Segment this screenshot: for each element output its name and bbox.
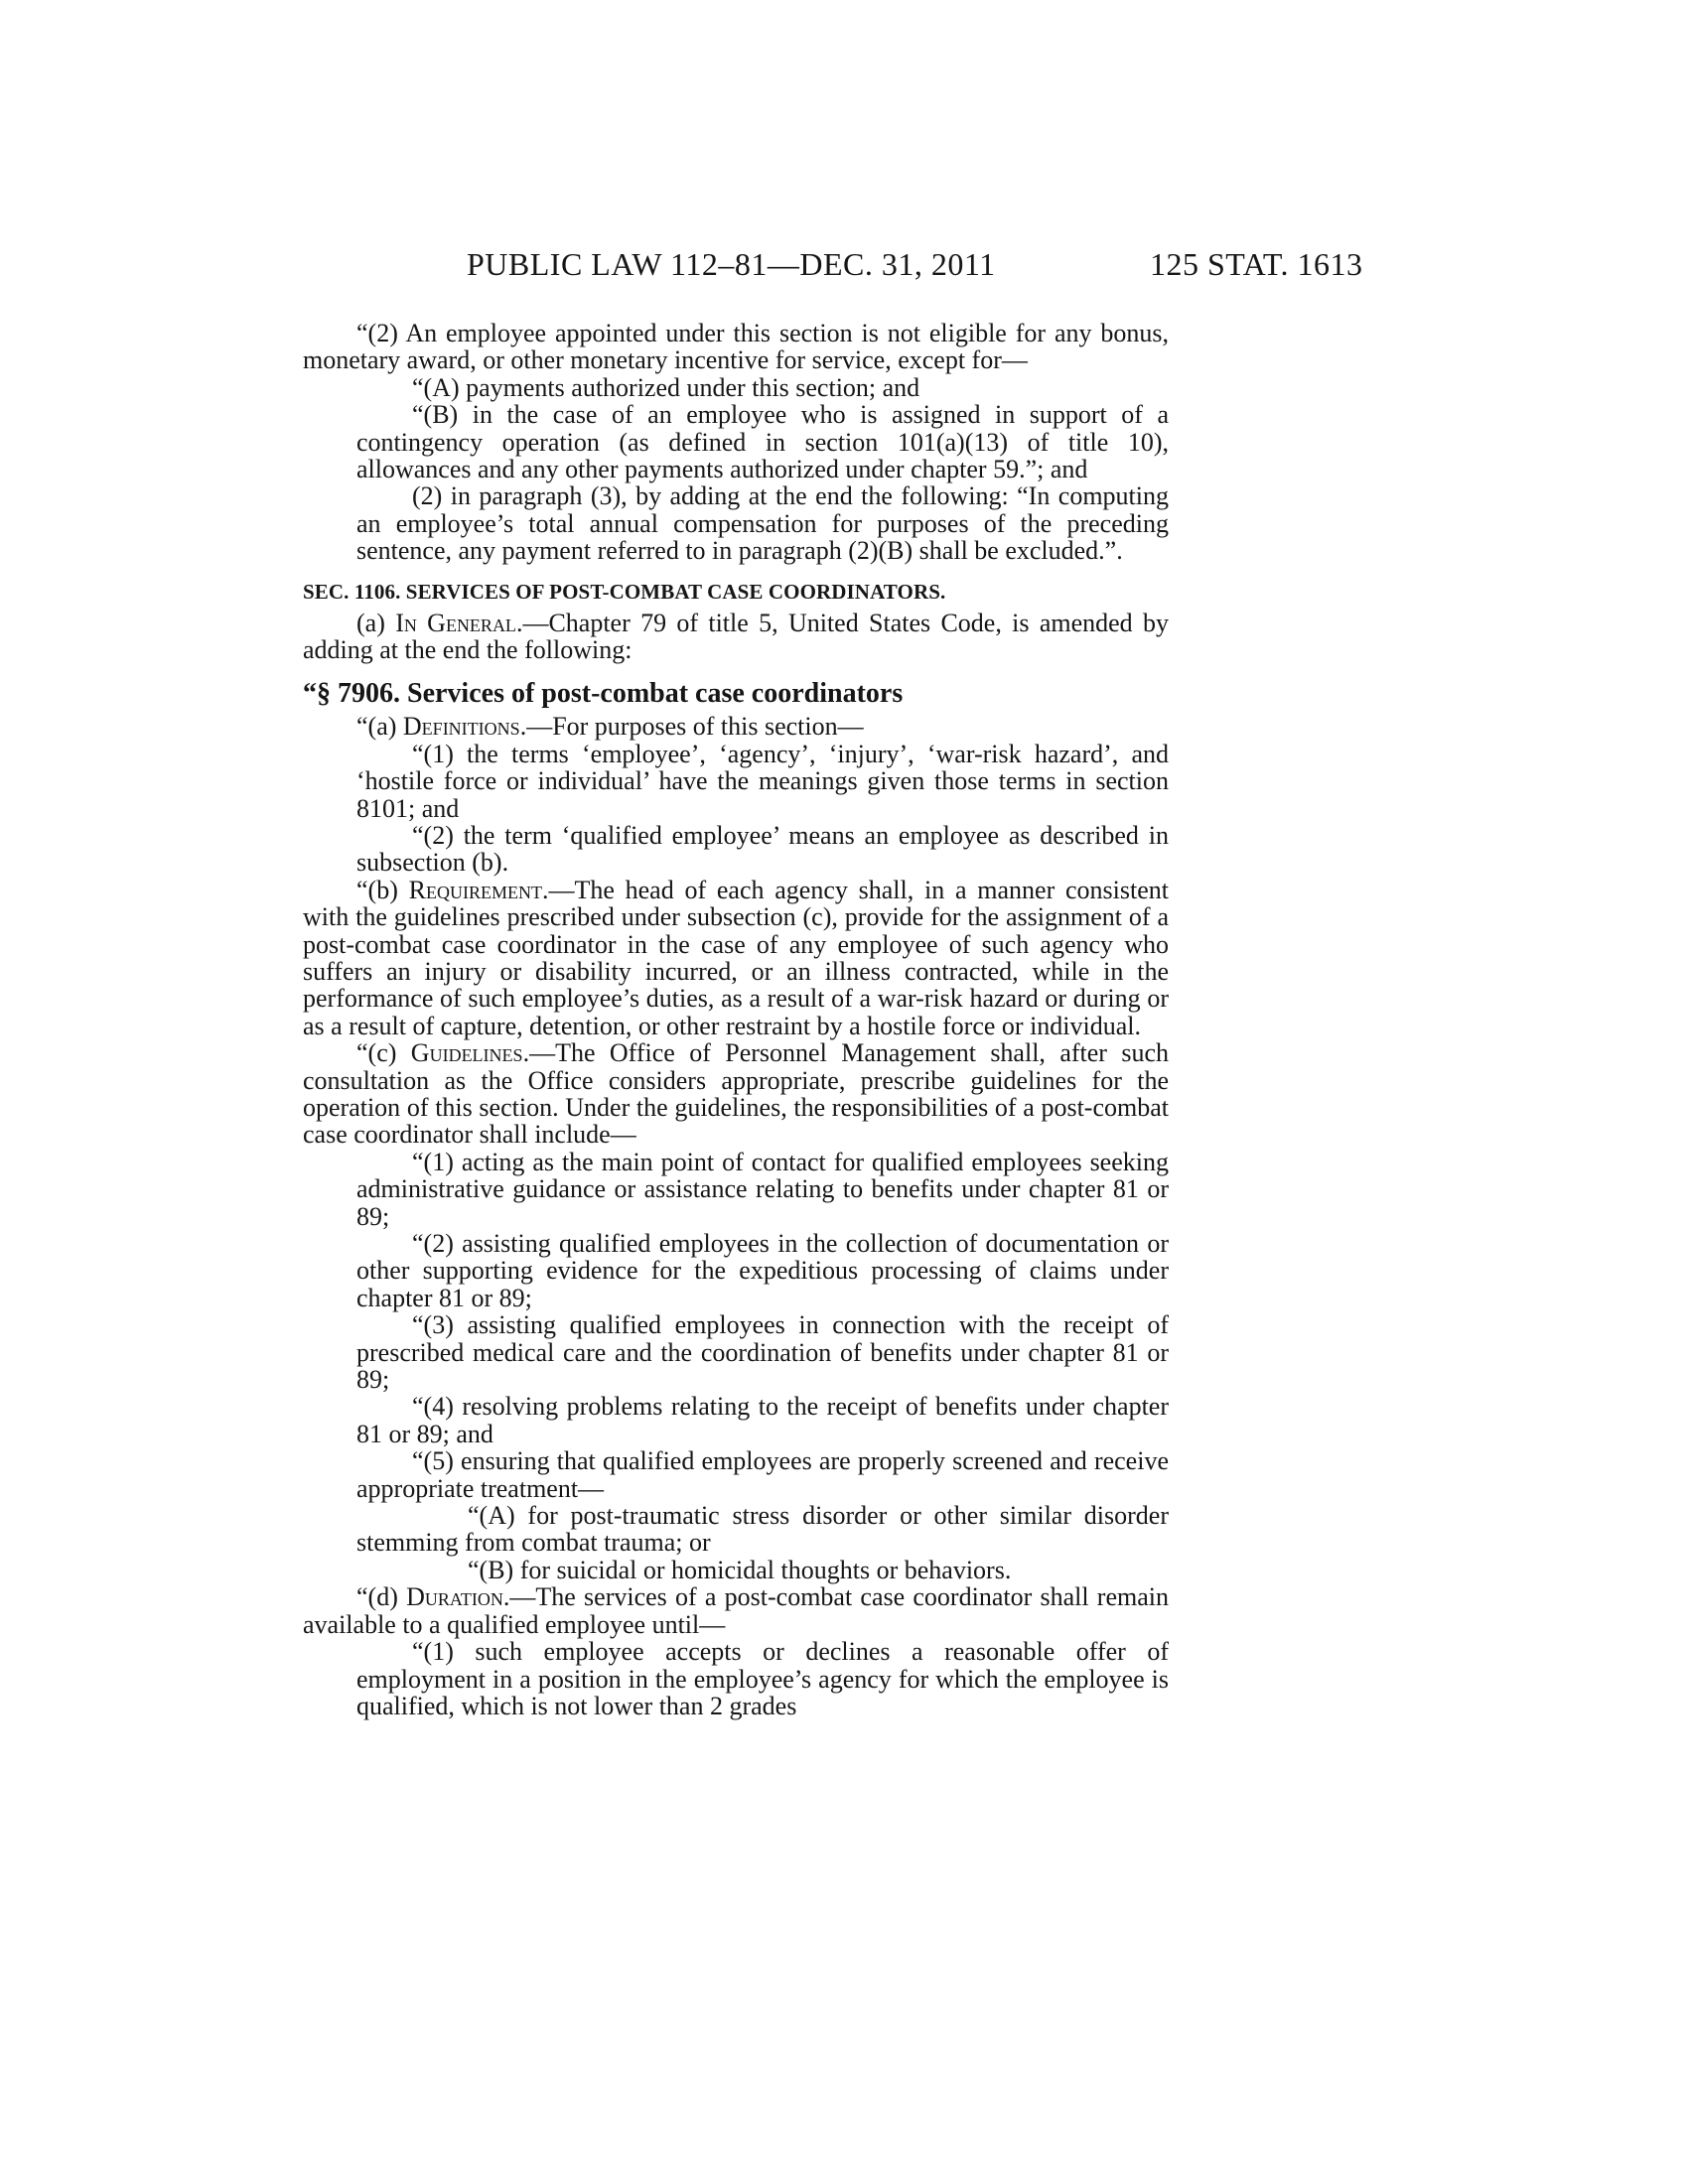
subsection-a-in-general <box>303 610 1169 664</box>
subsection-label: “(d) <box>356 1582 407 1612</box>
subsection-caption: Guidelines <box>410 1038 523 1068</box>
amendment-paragraph-3: (2) in paragraph (3), by adding at the end the following: “In computing an employee’s total annual compensation for purposes of the preceding sentence, any payment referred to in paragraph (2)(B) shall be excluded.”. <box>356 481 1169 566</box>
duration-1: “(1) such employee accepts or declines a reasonable offer of employment in a position in the employee’s agency for which the employee is qualified, which is not lower than 2 grades <box>356 1637 1169 1720</box>
guideline-5-a: “(A) for post-traumatic stress disorder or other similar disorder stemming from combat trauma; or <box>356 1501 1169 1558</box>
subsection-requirement <box>303 877 1169 1039</box>
running-header <box>0 246 1688 286</box>
paragraph-2-b: “(B) in the case of an employee who is assigned in support of a contingency operation (as defined in section 101(a)(13) of title 10), allowances and any other payments authorized under chapter 59.”; and <box>356 400 1169 484</box>
document-body <box>303 320 1169 1719</box>
section-heading: SEC. 1106. SERVICES OF POST-COMBAT CASE COORDINATORS. <box>303 579 946 604</box>
public-law-citation: PUBLIC LAW 112–81—DEC. 31, 2011 <box>467 246 996 282</box>
subsection-caption: Definitions <box>402 712 520 742</box>
definition-1: “(1) the terms ‘employee’, ‘agency’, ‘injury’, ‘war-risk hazard’, and ‘hostile force or individual’ have the meanings given those terms in section 8101; and <box>356 739 1169 823</box>
subsection-caption: In General <box>395 609 516 638</box>
guideline-5: “(5) ensuring that qualified employees are properly screened and receive appropriate treatment— <box>356 1446 1169 1503</box>
subsection-guidelines <box>303 1039 1169 1149</box>
paragraph-2-a: “(A) payments authorized under this section; and <box>412 372 920 402</box>
subsection-text: .—For purposes of this section— <box>519 712 864 742</box>
subsection-definitions <box>303 713 1169 740</box>
subsection-text: .—The head of each agency shall, in a manner consistent with the guidelines prescribed under subsection (c), provide for the assignment of a post-combat case coordinator in the case of any employee of such agency who suffers an injury or disability incurred, or an illness contracted, while in the performance of such employee’s duties, as a result of a war-risk hazard or during or as a result of capture, detention, or other restraint by a hostile force or individual. <box>303 875 1170 1040</box>
definition-2: “(2) the term ‘qualified employee’ means an employee as described in subsection (b). <box>356 820 1169 878</box>
guideline-3: “(3) assisting qualified employees in connection with the receipt of prescribed medical care and the coordination of benefits under chapter 81 or 89; <box>356 1310 1169 1395</box>
subsection-label: “(a) <box>356 712 403 742</box>
subsection-label: “(c) <box>356 1038 411 1068</box>
subsection-text: .—The Office of Personnel Management shall, after such consultation as the Office considers appropriate, prescribe guidelines for the operation of this section. Under the guidelines, the responsibilities of a post-combat case coordinator shall include— <box>303 1038 1169 1150</box>
subsection-duration <box>303 1583 1169 1638</box>
guideline-4: “(4) resolving problems relating to the receipt of benefits under chapter 81 or 89; and <box>356 1392 1169 1448</box>
guideline-5-b: “(B) for suicidal or homicidal thoughts or behaviors. <box>468 1555 1012 1584</box>
subsection-text: .—Chapter 79 of title 5, United States Code, is amended by adding at the end the following: <box>303 609 1169 665</box>
subsection-label: “(b) <box>356 875 409 904</box>
subsection-caption: Requirement <box>408 875 542 904</box>
guideline-1: “(1) acting as the main point of contact for qualified employees seeking administrative guidance or assistance relating to benefits under chapter 81 or 89; <box>356 1147 1169 1231</box>
paragraph-2: “(2) An employee appointed under this section is not eligible for any bonus, monetary award, or other monetary incentive for service, except for— <box>303 319 1169 375</box>
statute-page-number: 125 STAT. 1613 <box>1150 246 1363 282</box>
subsection-text: .—The services of a post-combat case coordinator shall remain available to a qualified employee until— <box>303 1582 1169 1639</box>
subsection-caption: Duration <box>406 1582 503 1612</box>
section-7906-title: “§ 7906. Services of post-combat case coordinators <box>303 677 904 709</box>
subsection-label: (a) <box>356 609 396 638</box>
guideline-2: “(2) assisting qualified employees in the collection of documentation or other supporting evidence for the expeditious processing of claims under chapter 81 or 89; <box>356 1229 1169 1312</box>
